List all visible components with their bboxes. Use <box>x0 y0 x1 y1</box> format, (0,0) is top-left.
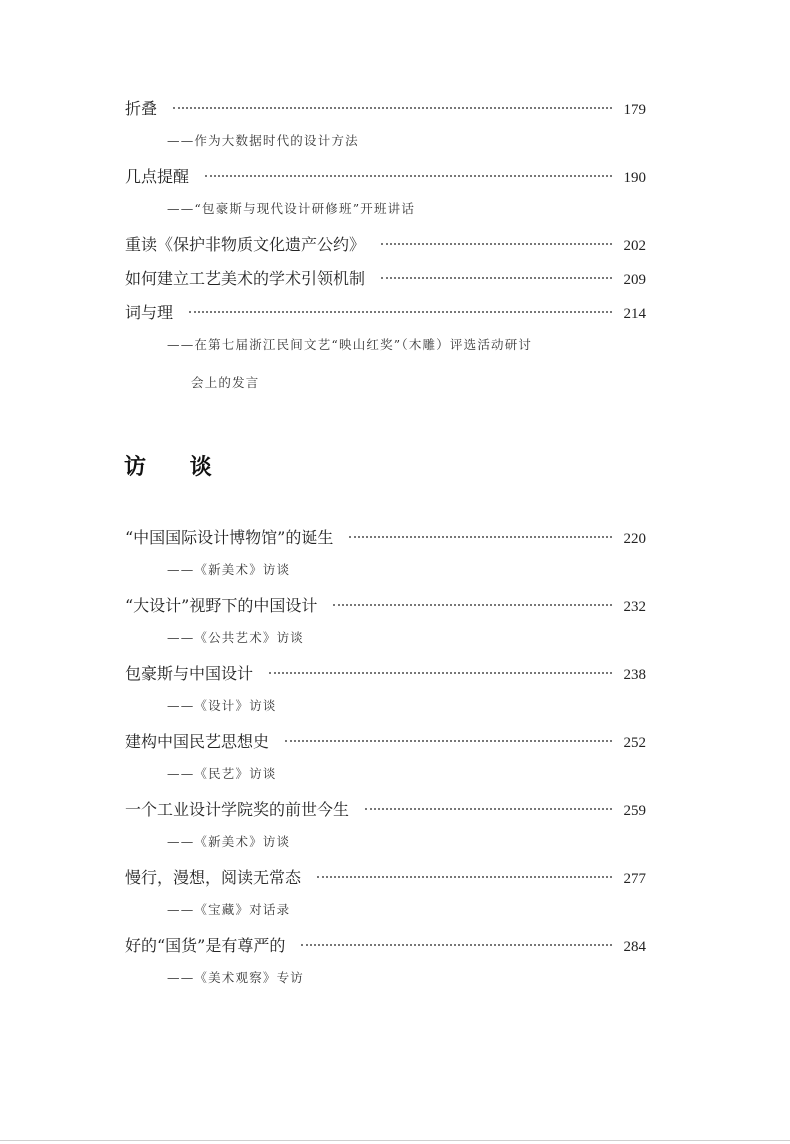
toc-entry[interactable] <box>125 729 646 757</box>
toc-entry[interactable] <box>125 96 646 124</box>
dot-leader <box>285 740 611 742</box>
entry-title: 折叠 <box>125 99 158 118</box>
toc-entry[interactable] <box>125 300 646 328</box>
dot-leader <box>205 175 611 177</box>
toc-entry[interactable] <box>125 232 646 260</box>
dot-leader <box>189 311 611 313</box>
entry-page-number: 214 <box>623 306 646 322</box>
entry-page-number: 209 <box>623 272 646 288</box>
dot-leader <box>349 536 611 538</box>
entry-title: “中国国际设计博物馆”的诞生 <box>125 528 334 547</box>
entry-page-number: 190 <box>623 170 646 186</box>
toc-entry[interactable] <box>125 525 646 553</box>
toc-entry[interactable] <box>125 661 646 689</box>
toc-entry[interactable] <box>125 593 646 621</box>
entry-page-number: 179 <box>623 102 646 118</box>
dot-leader <box>301 944 611 946</box>
toc-entry[interactable] <box>125 933 646 961</box>
entry-subtitle: ——《新美术》访谈 <box>167 834 291 849</box>
entry-title: 好的“国货”是有尊严的 <box>125 936 286 955</box>
entry-subtitle: ——“包豪斯与现代设计研修班”开班讲话 <box>167 201 416 216</box>
toc-entry[interactable] <box>125 266 646 294</box>
entry-title: 慢行，漫想，阅读无常态 <box>125 868 302 887</box>
entry-subtitle-line: 会上的发言 <box>191 375 260 390</box>
toc-entry[interactable] <box>125 164 646 192</box>
entry-title: 如何建立工艺美术的学术引领机制 <box>125 269 366 288</box>
entry-page-number: 277 <box>623 871 646 887</box>
section-heading: 访 谈 <box>124 454 230 480</box>
dot-leader <box>381 243 611 245</box>
entry-subtitle <box>125 326 607 402</box>
dot-leader <box>269 672 611 674</box>
entry-title: 词与理 <box>125 303 174 322</box>
page-edge-rule <box>0 1140 790 1141</box>
toc-list-interviews <box>125 525 646 1001</box>
entry-page-number: 284 <box>623 939 646 955</box>
dot-leader <box>173 107 611 109</box>
entry-subtitle: ——《美术观察》专访 <box>167 970 305 985</box>
entry-subtitle: ——《民艺》访谈 <box>167 766 277 781</box>
toc-entry[interactable] <box>125 797 646 825</box>
entry-page-number: 259 <box>623 803 646 819</box>
dot-leader <box>365 808 611 810</box>
entry-page-number: 202 <box>623 238 646 254</box>
dot-leader <box>333 604 611 606</box>
toc-entry[interactable] <box>125 865 646 893</box>
entry-title: 包豪斯与中国设计 <box>125 664 254 683</box>
entry-title: 一个工业设计学院奖的前世今生 <box>125 800 350 819</box>
dot-leader <box>317 876 611 878</box>
entry-subtitle: ——《新美术》访谈 <box>167 562 291 577</box>
dot-leader <box>381 277 611 279</box>
entry-subtitle: ——《宝藏》对话录 <box>167 902 291 917</box>
entry-page-number: 232 <box>623 599 646 615</box>
entry-page-number: 252 <box>623 735 646 751</box>
entry-title: “大设计”视野下的中国设计 <box>125 596 318 615</box>
entry-page-number: 238 <box>623 667 646 683</box>
toc-list-lectures <box>125 96 646 414</box>
entry-title: 几点提醒 <box>125 167 190 186</box>
entry-page-number: 220 <box>623 531 646 547</box>
entry-subtitle: ——《公共艺术》访谈 <box>167 630 305 645</box>
entry-subtitle-line: ——在第七届浙江民间文艺“映山红奖”（木雕）评选活动研讨 <box>167 337 533 352</box>
entry-title: 建构中国民艺思想史 <box>125 732 270 751</box>
entry-subtitle: ——作为大数据时代的设计方法 <box>167 133 359 148</box>
entry-subtitle: ——《设计》访谈 <box>167 698 277 713</box>
entry-title: 重读《保护非物质文化遗产公约》 <box>125 235 366 254</box>
